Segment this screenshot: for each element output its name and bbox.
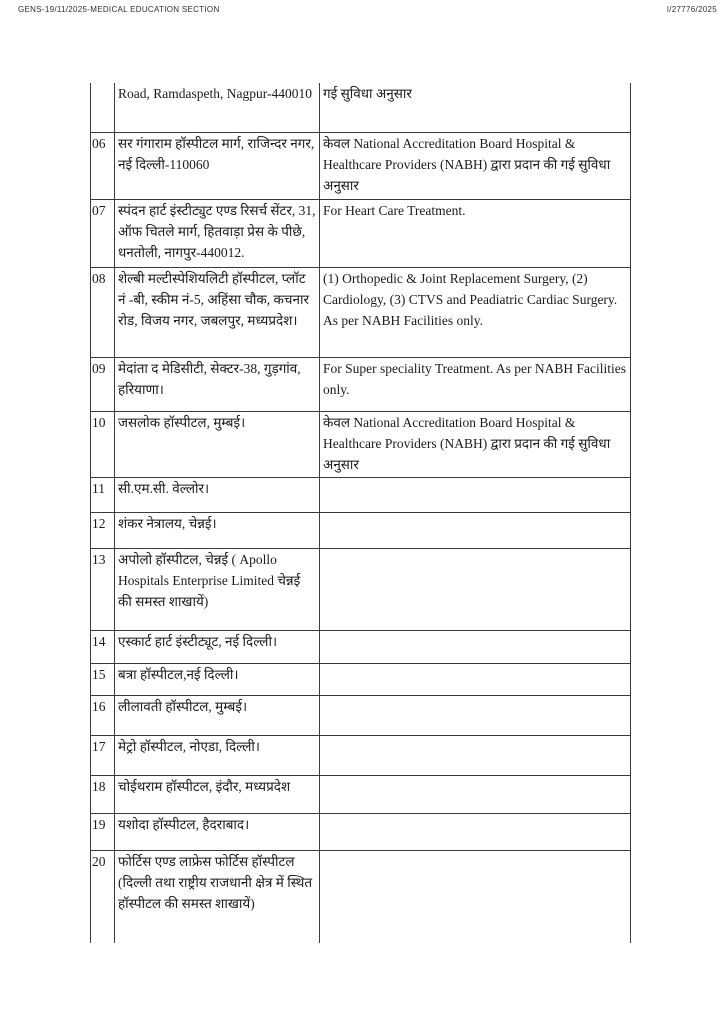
facility-cell: केवल National Accreditation Board Hospital & Healthcare Providers (NABH) द्वारा प्रदान की गई सुविधा अनुसार — [320, 132, 631, 199]
facility-cell: For Heart Care Treatment. — [320, 199, 631, 267]
row-number-cell: 18 — [91, 775, 115, 813]
table-row — [91, 357, 631, 411]
table-row — [91, 477, 631, 512]
row-number-cell: 11 — [91, 477, 115, 512]
hospital-name-cell: शंकर नेत्रालय, चेन्नई। — [115, 512, 320, 548]
row-number-cell: 09 — [91, 357, 115, 411]
row-number-cell: 15 — [91, 663, 115, 695]
table-row — [91, 813, 631, 850]
table-row — [91, 850, 631, 943]
row-number-cell — [91, 83, 115, 132]
hospital-name-cell: बत्रा हॉस्पीटल,नई दिल्ली। — [115, 663, 320, 695]
table-row — [91, 267, 631, 357]
hospital-name-cell: मेदांता द मेडिसीटी, सेक्टर-38, गुड़गांव, हरियाणा। — [115, 357, 320, 411]
table-row — [91, 411, 631, 477]
row-number-cell: 12 — [91, 512, 115, 548]
header-file-number: GENS-19/11/2025-MEDICAL EDUCATION SECTION — [18, 5, 220, 14]
row-number-cell: 20 — [91, 850, 115, 943]
table-row — [91, 83, 631, 132]
table-row — [91, 695, 631, 735]
table-row — [91, 775, 631, 813]
table-row — [91, 630, 631, 663]
row-number-cell: 13 — [91, 548, 115, 630]
row-number-cell: 06 — [91, 132, 115, 199]
hospital-name-cell: सी.एम.सी. वेल्लोर। — [115, 477, 320, 512]
hospital-name-cell: एस्कार्ट हार्ट इंस्टीट्यूट, नई दिल्ली। — [115, 630, 320, 663]
table-row — [91, 132, 631, 199]
row-number-cell: 19 — [91, 813, 115, 850]
hospital-name-cell: सर गंगाराम हॉस्पीटल मार्ग, राजिन्दर नगर, नई दिल्ली-110060 — [115, 132, 320, 199]
hospital-name-cell: Road, Ramdaspeth, Nagpur-440010 — [115, 83, 320, 132]
facility-cell — [320, 477, 631, 512]
hospital-name-cell: फोर्टिस एण्ड लाफ्रेस फोर्टिस हॉस्पीटल (दिल्ली तथा राष्ट्रीय राजधानी क्षेत्र में स्थित हॉस्पीटल की समस्त शाखायें) — [115, 850, 320, 943]
facility-cell — [320, 735, 631, 775]
hospital-name-cell: शेल्बी मल्टीस्पेशियलिटी हॉस्पीटल, प्लॉट नं -बी, स्कीम नं-5, अहिंसा चौक, कचनार रोड, विजय नगर, जबलपुर, मध्यप्रदेश। — [115, 267, 320, 357]
row-number-cell: 08 — [91, 267, 115, 357]
facility-cell: केवल National Accreditation Board Hospital & Healthcare Providers (NABH) द्वारा प्रदान की गई सुविधा अनुसार — [320, 411, 631, 477]
facility-cell: (1) Orthopedic & Joint Replacement Surgery, (2) Cardiology, (3) CTVS and Peadiatric Cardiac Surgery. As per NABH Facilities only. — [320, 267, 631, 357]
hospital-name-cell: यशोदा हॉस्पीटल, हैदराबाद। — [115, 813, 320, 850]
row-number-cell: 10 — [91, 411, 115, 477]
facility-cell — [320, 813, 631, 850]
facility-cell — [320, 695, 631, 735]
table-row — [91, 735, 631, 775]
hospital-name-cell: स्पंदन हार्ट इंस्टीट्युट एण्ड रिसर्च सेंटर, 31, ऑफ चितले मार्ग, हितवाड़ा प्रेस के पीछे, धनतोली, नागपुर-440012. — [115, 199, 320, 267]
hospital-table-body — [91, 83, 631, 943]
row-number-cell: 07 — [91, 199, 115, 267]
facility-cell — [320, 548, 631, 630]
facility-cell: गई सुविधा अनुसार — [320, 83, 631, 132]
table-row — [91, 548, 631, 630]
hospital-name-cell: चोईथराम हॉस्पीटल, इंदौर, मध्यप्रदेश — [115, 775, 320, 813]
facility-cell — [320, 663, 631, 695]
facility-cell — [320, 512, 631, 548]
hospital-name-cell: जसलोक हॉस्पीटल, मुम्बई। — [115, 411, 320, 477]
row-number-cell: 16 — [91, 695, 115, 735]
row-number-cell: 17 — [91, 735, 115, 775]
facility-cell — [320, 775, 631, 813]
facility-cell: For Super speciality Treatment. As per NABH Facilities only. — [320, 357, 631, 411]
hospital-name-cell: लीलावती हॉस्पीटल, मुम्बई। — [115, 695, 320, 735]
hospital-name-cell: अपोलो हॉस्पीटल, चेन्नई ( Apollo Hospitals Enterprise Limited चेन्नई की समस्त शाखायें) — [115, 548, 320, 630]
table-row — [91, 512, 631, 548]
facility-cell — [320, 630, 631, 663]
hospital-name-cell: मेट्रो हॉस्पीटल, नोएडा, दिल्ली। — [115, 735, 320, 775]
table-row — [91, 199, 631, 267]
row-number-cell: 14 — [91, 630, 115, 663]
hospital-table — [90, 83, 631, 943]
table-row — [91, 663, 631, 695]
header-receipt-number: I/27776/2025 — [666, 5, 717, 14]
facility-cell — [320, 850, 631, 943]
